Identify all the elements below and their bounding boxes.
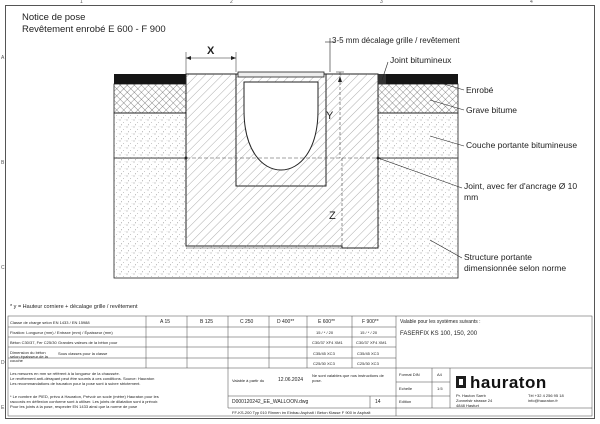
doc-code: D000120242_EE_WALLOON.dwg — [232, 399, 309, 405]
edition-label: Edition — [399, 399, 412, 404]
note-5: Pour les joints à la pose, respecter EN 1433 ainsi que la norme de pose — [10, 404, 138, 409]
row3-f900: C30/37 XF4 XM1 — [356, 340, 387, 345]
label-joint-fer-2: mm — [464, 192, 479, 202]
note-2: Les recommandations de hauraton pour la pose sont à suivre strictement. — [10, 381, 141, 386]
dim-x: X — [207, 45, 215, 57]
note-3: * Le nombre de PIED, prévu à Hauraton, Prévoir un socle (mètre) Hauraton pour les — [10, 394, 159, 399]
row4-label: Dimension du béton selon épaisseur de la couche — [10, 350, 48, 363]
valid-from-date: 12.06.2024 — [278, 377, 304, 383]
class-a15: A 15 — [160, 319, 171, 325]
label-structure-1: Structure portante — [464, 252, 533, 262]
address-0: Pr. Hauton Sarrb — [456, 393, 486, 398]
row3-e600: C30/37 XF4 XM1 — [312, 340, 343, 345]
label-enrobe: Enrobé — [466, 85, 494, 95]
format-value: A4 — [437, 372, 442, 377]
edge-marker-a: A — [1, 55, 5, 61]
label-joint-fer-1: Joint, avec fer d'ancrage Ø 10 — [464, 181, 578, 191]
row2-e600: 15 / * / 20 — [316, 330, 334, 335]
row4-f900: C35/45 XC3 — [357, 351, 379, 356]
joint-bitumen — [378, 74, 386, 84]
edge-marker-e: E — [1, 405, 5, 411]
scale-value: 1:5 — [437, 386, 443, 391]
edge-marker-3: 3 — [380, 0, 383, 5]
valid-from-label: Valable à partir du — [232, 378, 265, 383]
hauraton-logo: hauraton — [470, 373, 547, 392]
address-2: 4848 Hasfurt — [456, 403, 479, 408]
row4-desc: Sous classes pour la classe — [58, 351, 108, 356]
contact-1: info@hauraton.fr — [528, 398, 558, 403]
page-number: 14 — [375, 399, 381, 405]
row5-e600: C25/30 XC3 — [313, 361, 335, 366]
class-f900: F 900** — [362, 319, 379, 325]
title-line-2: Revêtement enrobé E 600 - F 900 — [22, 24, 166, 35]
label-couche-portante: Couche portante bitumineuse — [466, 140, 578, 150]
grate — [238, 72, 324, 77]
row2-f900: 15 / * / 20 — [360, 330, 378, 335]
classes-row-label: Classe de charge selon EN 1433 / EN 15988 — [10, 320, 90, 325]
bottom-line: FF-KS-200 Typ 010 Rinnen im Einbau Asphalt / Beton Klasse F 900 in Asphalt — [232, 410, 371, 415]
label-structure-2: dimensionnée selon norme — [464, 263, 567, 273]
edge-marker-4: 4 — [530, 0, 533, 5]
class-d400: D 400** — [277, 319, 295, 325]
row3-label: Béton C30/37, Fer C25/30 — [10, 340, 57, 345]
edge-marker-2: 2 — [230, 0, 233, 5]
row2-label: Fixation: Longueur (mm) / Entraxe (mm) / Épaisseur (mm) — [10, 330, 113, 335]
edge-marker-c: C — [1, 265, 5, 271]
class-b125: B 125 — [200, 319, 214, 325]
no-change-note: Ne sont valables que nos instructions de pose. — [312, 373, 384, 383]
row3-desc: Grandes valeurs de la béton pour — [58, 340, 118, 345]
suitable-label: Valable pour les systèmes suivants : — [400, 319, 481, 325]
edge-marker-1: 1 — [80, 0, 83, 5]
note-1: Le revêtement anti-dérapant peut être soumis à ces conditions. Source: Hauraton — [10, 376, 155, 381]
address-1: Zonnelstr strasse 24 — [456, 398, 493, 403]
note-0: Les mesures en mm se réfèrent à la longueur de la chaussée. — [10, 371, 120, 376]
class-c250: C 250 — [240, 319, 254, 325]
footnote: * y = Hauteur corniere + décalage grille / revêtement — [10, 304, 138, 310]
edge-marker-d: D — [1, 360, 5, 366]
contact-0: Tél +32 4 256 95 18 — [528, 393, 564, 398]
label-offset: 3-5 mm décalage grille / revêtement — [332, 36, 460, 45]
dim-y: Y — [326, 110, 334, 122]
edge-marker-b: B — [1, 160, 5, 166]
row5-f900: C25/30 XC3 — [357, 361, 379, 366]
note-4: raccords en déflexion conforme sont à utiliser. Les joints de dilatation sont à prévoir. — [10, 399, 159, 404]
format-label: Format DIN — [399, 372, 420, 377]
suitable-value: FASERFIX KS 100, 150, 200 — [400, 331, 478, 337]
row4-e600: C35/45 XC3 — [313, 351, 335, 356]
dim-z: Z — [329, 210, 336, 222]
scale-label: Echelle — [399, 386, 413, 391]
class-e600: E 600** — [318, 319, 335, 325]
label-grave-bitume: Grave bitume — [466, 105, 518, 115]
title-line-1: Notice de pose — [22, 12, 86, 23]
label-joint-bitumineux: Joint bitumineux — [390, 55, 452, 65]
